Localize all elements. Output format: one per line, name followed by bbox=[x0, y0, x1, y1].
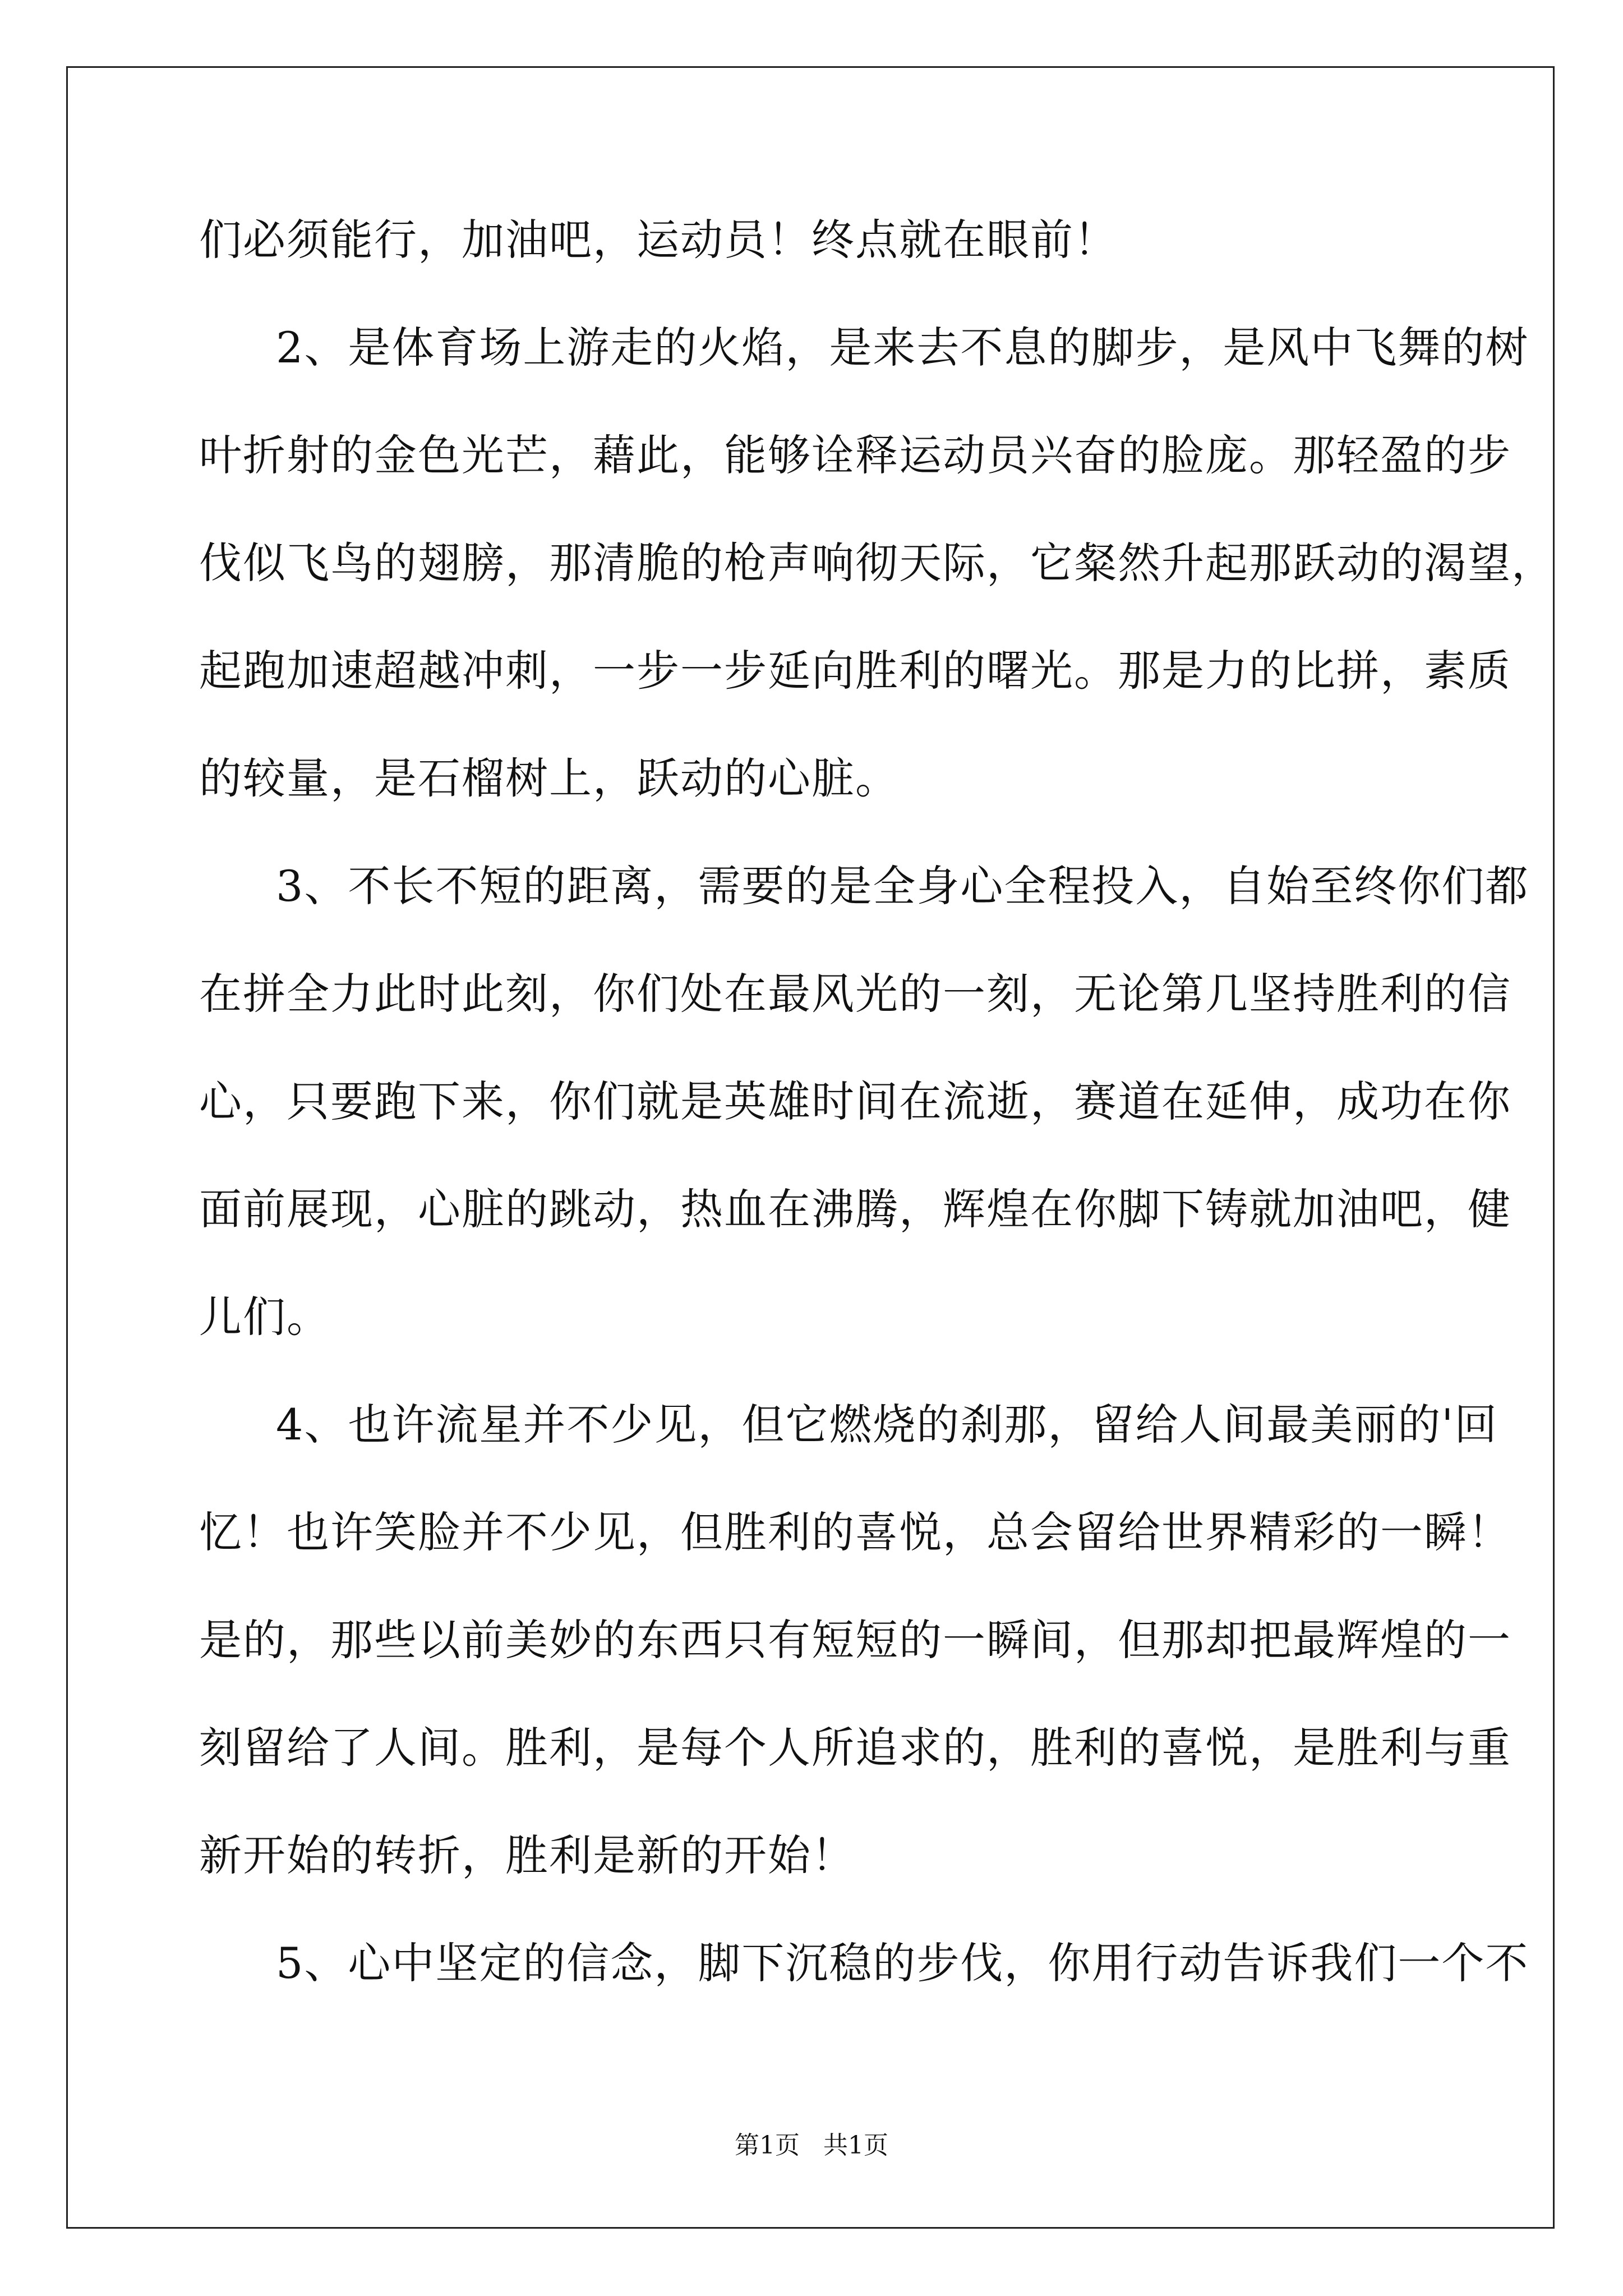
paragraph-4-start: 4、也许流星并不少见，但它燃烧的刹那，留给人间最美丽的'回 bbox=[276, 1400, 1498, 1450]
paragraph-3-start: 3、不长不短的距离，需要的是全身心全程投入，自始至终你们都 bbox=[276, 861, 1529, 911]
text-line: 心，只要跑下来，你们就是英雄时间在流逝，赛道在延伸，成功在你 bbox=[199, 1076, 1511, 1126]
text-line: 起跑加速超越冲刺，一步一步延向胜利的曙光。那是力的比拼，素质 bbox=[199, 646, 1511, 696]
page-footer bbox=[0, 2130, 1623, 2161]
text-line: 们必须能行，加油吧，运动员！终点就在眼前！ bbox=[199, 215, 1118, 265]
paragraph-5-start: 5、心中坚定的信念，脚下沉稳的步伐，你用行动告诉我们一个不 bbox=[276, 1938, 1529, 1988]
paragraph-2-start: 2、是体育场上游走的火焰，是来去不息的脚步，是风中飞舞的树 bbox=[276, 323, 1529, 372]
text-line: 在拼全力此时此刻，你们处在最风光的一刻，无论第几坚持胜利的信 bbox=[199, 969, 1511, 1019]
text-line: 新开始的转折，胜利是新的开始！ bbox=[199, 1830, 855, 1880]
text-line: 面前展现，心脏的跳动，热血在沸腾，辉煌在你脚下铸就加油吧，健 bbox=[199, 1184, 1511, 1234]
text-line: 的较量，是石榴树上，跃动的心脏。 bbox=[199, 753, 899, 803]
text-line: 叶折射的金色光芒，藉此，能够诠释运动员兴奋的脸庞。那轻盈的步 bbox=[199, 430, 1511, 480]
text-line: 儿们。 bbox=[199, 1292, 330, 1342]
text-line: 忆！也许笑脸并不少见，但胜利的喜悦，总会留给世界精彩的一瞬！ bbox=[199, 1507, 1511, 1557]
text-line: 刻留给了人间。胜利，是每个人所追求的，胜利的喜悦，是胜利与重 bbox=[199, 1723, 1511, 1773]
page-number: 第1页 bbox=[735, 2131, 800, 2160]
text-line: 是的，那些以前美妙的东西只有短短的一瞬间，但那却把最辉煌的一 bbox=[199, 1615, 1511, 1665]
page-total: 共1页 bbox=[823, 2131, 888, 2160]
page-border bbox=[66, 66, 1555, 2229]
text-line: 伐似飞鸟的翅膀，那清脆的枪声响彻天际，它粲然升起那跃动的渴望， bbox=[199, 538, 1555, 588]
